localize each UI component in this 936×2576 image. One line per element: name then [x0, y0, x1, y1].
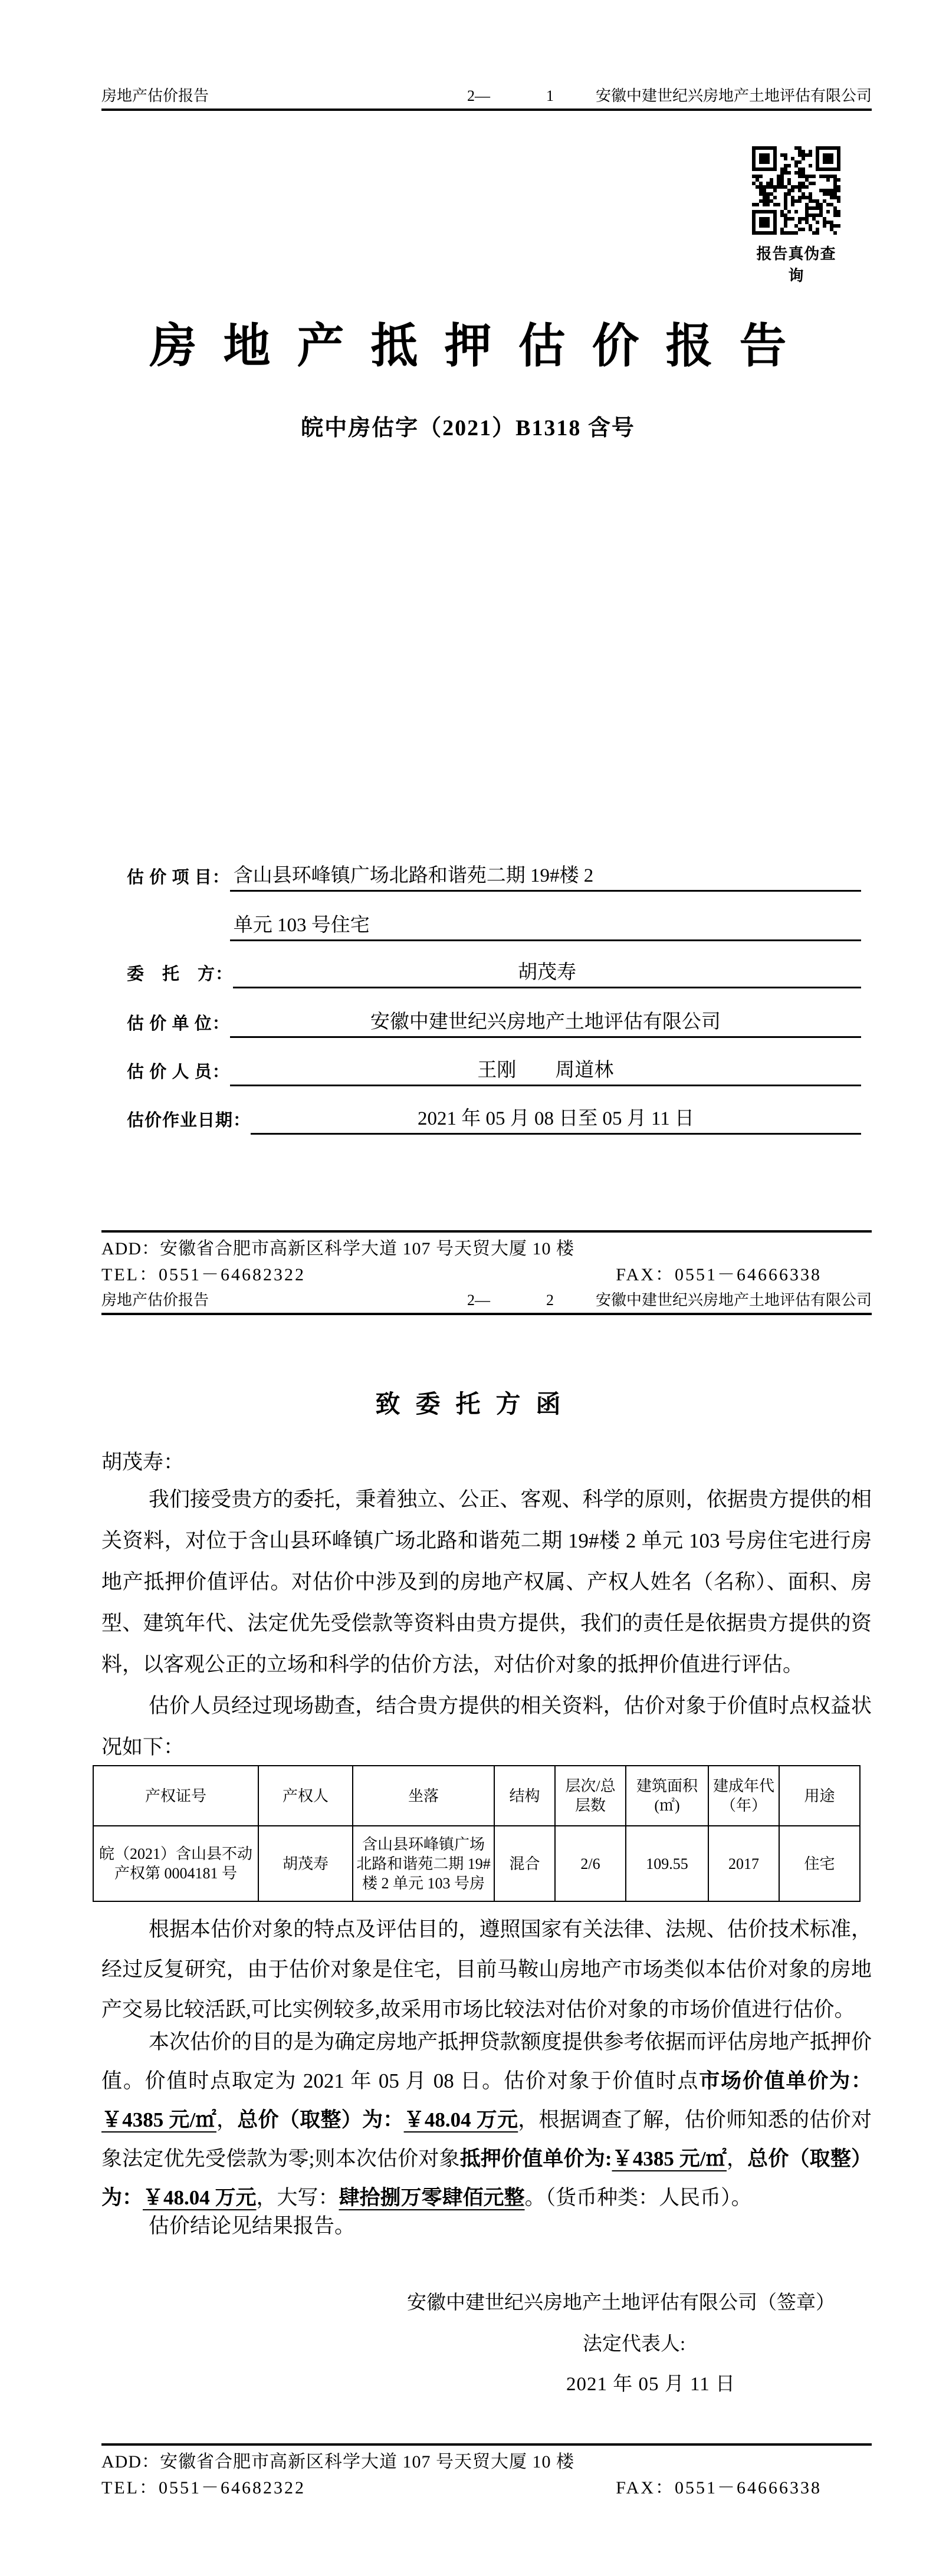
qr-verification-block	[750, 146, 842, 285]
signature-company: 安徽中建世纪兴房地产土地评估有限公司（签章）	[407, 2292, 835, 2314]
p4-mortgage-unit-price-label: 抵押价值单价为:	[459, 2147, 612, 2170]
qr-code-icon	[752, 146, 840, 235]
page2-running-header	[101, 1293, 872, 1315]
page-number-value: 2	[546, 1292, 554, 1309]
p4-seg-7: ，根据调查了解，估价师知悉的估价对象法定优先受偿款为零;则本次估价对象	[101, 2108, 872, 2170]
field-agency-value-line	[230, 1009, 861, 1038]
letter-paragraph-1: 我们接受贵方的委托，秉着独立、公正、客观、科学的原则，依据贵方提供的相关资料，对位于含山县环峰镇广场北路和谐苑二期 19#楼 2 单元 103 号房住宅进行房地产抵押价值评估。对估价中涉及到的房地产权属、产权人姓名（名称）、面积、房型、建筑年代、法定优先受偿款等资料由贵方提供，我们的责任是依据贵方提供的资料，以客观公正的立场和科学的估价方法，对估价对象的抵押价值进行评估。	[101, 1488, 872, 1676]
cell-certificate: 皖（2021）含山县不动产权第 0004181 号	[93, 1826, 258, 1901]
footer-fax: FAX：0551－64666338	[616, 1265, 822, 1284]
field-work-date-row	[127, 1103, 861, 1135]
cell-use: 住宅	[779, 1826, 860, 1901]
field-project-value-line1	[230, 863, 861, 892]
letter-body-intro	[101, 1479, 872, 1768]
footer-contact-row	[101, 2478, 872, 2499]
property-rights-table	[93, 1765, 861, 1902]
footer-contact-row	[101, 1264, 872, 1286]
field-appraisers-value-line	[230, 1057, 861, 1086]
report-doc-number: 皖中房估字（2021）B1318 含号	[301, 416, 635, 441]
letter-title: 致委托方函	[375, 1391, 576, 1418]
field-project-row2	[127, 909, 861, 941]
col-header-owner: 产权人	[258, 1766, 353, 1826]
p4-seg-1: 本次估价的目的是为确定房地产抵押贷款额度提供参考依据而评估房地产抵押价值。价值时点取定为 2021 年 05 月 08 日。估价对象于价值时点	[101, 2030, 872, 2092]
header-doc-type: 房地产估价报告	[101, 1292, 209, 1309]
field-client-value-line	[233, 960, 861, 988]
page1-page-number	[467, 87, 668, 105]
p4-mortgage-unit-price-value: ￥4385 元/㎡	[612, 2147, 727, 2170]
field-project-row1	[127, 860, 861, 892]
signature-date: 2021 年 05 月 11 日	[566, 2374, 736, 2395]
p4-mortgage-total-value: ￥48.04 万元	[143, 2186, 257, 2209]
header-doc-type: 房地产估价报告	[101, 87, 209, 104]
cell-structure: 混合	[494, 1826, 555, 1901]
footer-tel: TEL：0551－64682322	[101, 2478, 306, 2498]
field-work-date-label: 估价作业日期：	[127, 1111, 251, 1130]
field-work-date-value-line	[251, 1106, 861, 1135]
field-appraisers-label: 估 价 人 员：	[127, 1063, 230, 1082]
col-header-structure: 结构	[494, 1766, 555, 1826]
qr-caption: 报告真伪查询	[756, 245, 836, 284]
cell-floor: 2/6	[555, 1826, 626, 1901]
field-work-date-value-text: 2021 年 05 月 08 日至 05 月 11 日	[417, 1108, 695, 1129]
field-agency-label: 估 价 单 位：	[127, 1014, 230, 1033]
footer-tel: TEL：0551－64682322	[101, 1265, 306, 1284]
col-header-floor: 层次/总层数	[555, 1766, 626, 1826]
page-number-value: 1	[546, 87, 554, 104]
page2-page-number	[467, 1292, 668, 1309]
footer-address: ADD：安徽省合肥市高新区科学大道 107 号天贸大厦 10 楼	[101, 2452, 574, 2472]
p4-total-price-label: 总价（取整）为：	[237, 2108, 404, 2131]
p4-seg-10: ，	[726, 2147, 748, 2170]
letter-paragraph-5: 估价结论见结果报告。	[149, 2214, 356, 2237]
page1-footer	[101, 1230, 872, 1286]
p4-seg-4: ，	[216, 2108, 238, 2131]
p4-seg-13: ，大写：	[256, 2186, 339, 2209]
p4-amount-in-words: 肆拾捌万零肆佰元整	[339, 2186, 525, 2209]
field-client-label: 委 托 方：	[127, 965, 234, 984]
col-header-area: 建筑面积(㎡)	[626, 1766, 708, 1826]
p4-mortgage-total-label: 总价（取整）为：	[101, 2147, 872, 2209]
col-header-certificate: 产权证号	[93, 1766, 258, 1826]
letter-paragraph-4	[101, 2023, 872, 2217]
letter-paragraph-2: 估价人员经过现场勘查，结合贵方提供的相关资料，估价对象于价值时点权益状况如下：	[101, 1694, 872, 1759]
letter-salutation: 胡茂寿：	[101, 1451, 185, 1474]
header-company-name: 安徽中建世纪兴房地产土地评估有限公司	[595, 1292, 872, 1309]
field-agency-value-text: 安徽中建世纪兴房地产土地评估有限公司	[370, 1011, 721, 1033]
table-header-row	[93, 1766, 860, 1826]
field-client-value-text: 胡茂寿	[518, 962, 576, 983]
letter-paragraph-3: 根据本估价对象的特点及评估目的，遵照国家有关法律、法规、估价技术标准，经过反复研究，由于估价对象是住宅，目前马鞍山房地产市场类似本估价对象的房地产交易比较活跃,可比实例较多,故采用市场比较法对估价对象的市场价值进行估价。	[101, 1918, 872, 2021]
footer-address: ADD：安徽省合肥市高新区科学大道 107 号天贸大厦 10 楼	[101, 1239, 574, 1259]
field-agency-row	[127, 1006, 861, 1038]
field-project-value2-text: 单元 103 号住宅	[233, 915, 370, 936]
p4-total-price-value: ￥48.04 万元	[403, 2108, 518, 2131]
p4-seg-15: 。（货币种类：人民币）。	[524, 2186, 752, 2209]
field-project-value-text: 含山县环峰镇广场北路和谐苑二期 19#楼 2	[233, 865, 594, 886]
col-header-use: 用途	[779, 1766, 860, 1826]
page-total-prefix: 2—	[467, 1292, 490, 1309]
field-project-label: 估 价 项 目：	[127, 868, 230, 887]
field-project-value-line2	[230, 912, 861, 941]
col-header-year: 建成年代（年）	[708, 1766, 779, 1826]
cell-location: 含山县环峰镇广场北路和谐苑二期 19#楼 2 单元 103 号房	[353, 1826, 494, 1901]
cell-area: 109.55	[626, 1826, 708, 1901]
table-data-row	[93, 1826, 860, 1901]
field-appraisers-value-text: 王刚 周道林	[477, 1060, 614, 1081]
footer-fax: FAX：0551－64666338	[616, 2478, 822, 2498]
page-total-prefix: 2—	[467, 87, 490, 104]
p4-market-unit-price-label: 市场价值单价为：	[699, 2069, 872, 2092]
page1-running-header	[101, 88, 872, 111]
cell-owner: 胡茂寿	[258, 1826, 353, 1901]
signature-legal-representative: 法定代表人:	[583, 2334, 686, 2355]
header-company-name: 安徽中建世纪兴房地产土地评估有限公司	[595, 87, 872, 104]
page2-footer	[101, 2443, 872, 2499]
col-header-location: 坐落	[353, 1766, 494, 1826]
report-title: 房地产抵押估价报告	[149, 321, 813, 373]
field-appraisers-row	[127, 1054, 861, 1086]
field-client-row	[127, 957, 861, 988]
p4-market-unit-price-value: ￥4385 元/㎡	[101, 2108, 216, 2131]
cell-year: 2017	[708, 1826, 779, 1901]
